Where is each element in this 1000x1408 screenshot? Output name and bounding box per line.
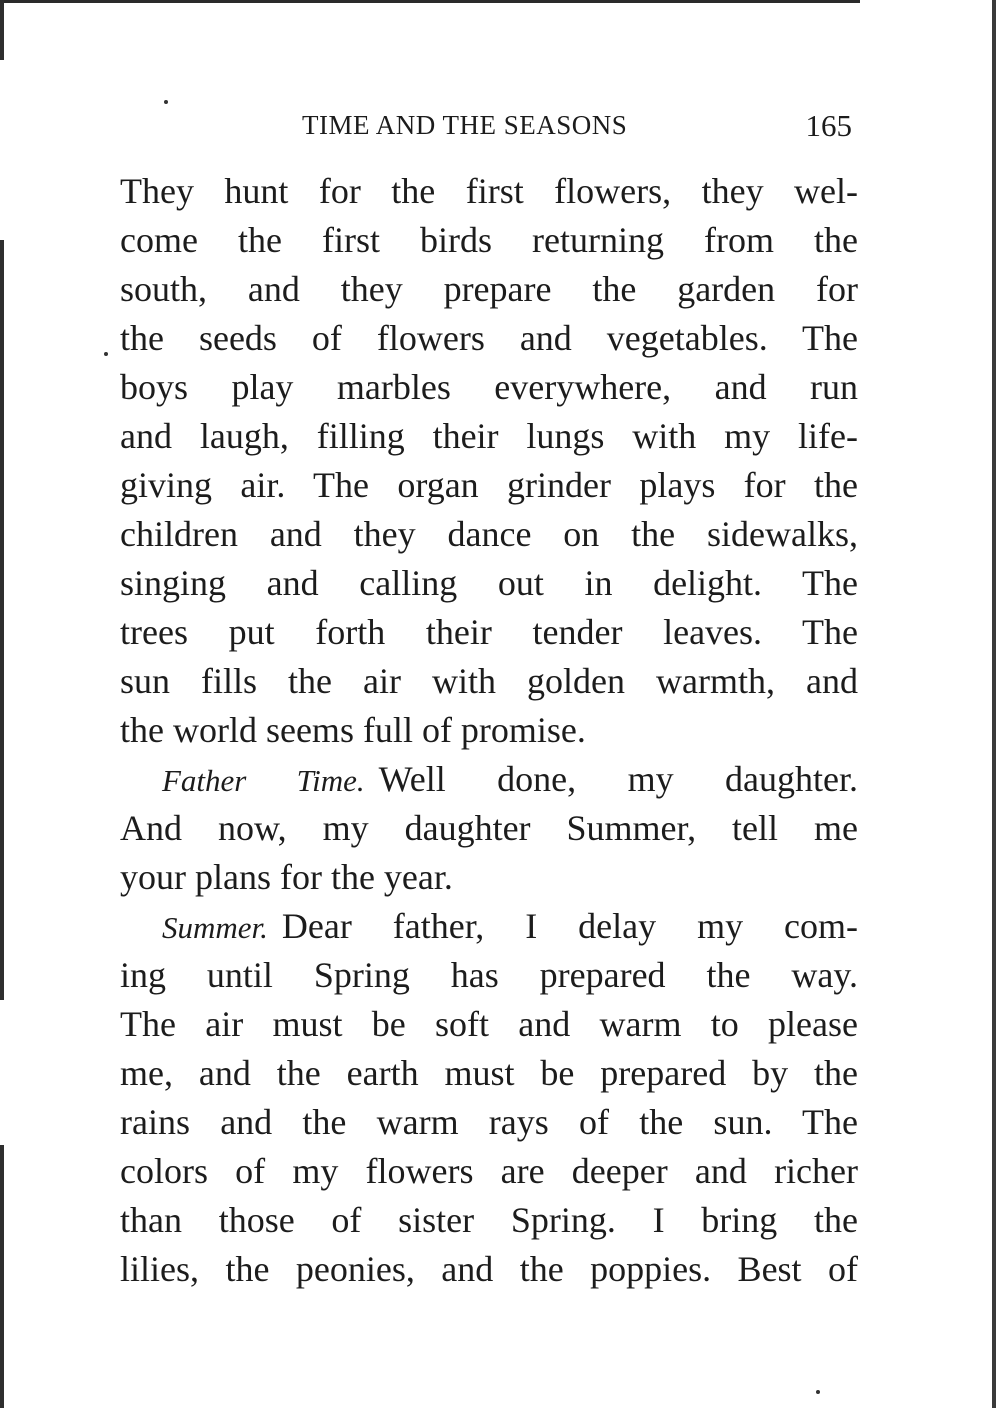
- text-line: ing until Spring has prepared the way.: [120, 955, 858, 995]
- text-line: the seeds of flowers and vegetables. The: [120, 318, 858, 358]
- dialogue-line-summer: [120, 902, 858, 951]
- text-line: rains and the warm rays of the sun. The: [120, 1102, 858, 1142]
- scan-edge-left: [0, 240, 4, 1000]
- text-line: and laugh, filling their lungs with my life-: [120, 416, 858, 456]
- text-line: And now, my daughter Summer, tell me: [120, 808, 858, 848]
- running-head: [120, 110, 860, 150]
- scan-edge-left: [0, 1145, 4, 1408]
- text-line: south, and they prepare the garden for: [120, 269, 858, 309]
- text-line: than those of sister Spring. I bring the: [120, 1200, 858, 1240]
- text-line: singing and calling out in delight. The: [120, 563, 858, 603]
- text-line: sun fills the air with golden warmth, and: [120, 661, 858, 701]
- text-line: trees put forth their tender leaves. The: [120, 612, 858, 652]
- dialogue-text: Dear father, I delay my com-: [281, 906, 858, 946]
- text-line: your plans for the year.: [120, 857, 453, 897]
- speaker-summer: Summer.: [162, 910, 268, 945]
- scan-speck: [164, 100, 168, 104]
- dialogue-text: Well done, my daughter.: [378, 759, 858, 799]
- text-line: me, and the earth must be prepared by the: [120, 1053, 858, 1093]
- scan-edge-left: [0, 0, 4, 60]
- scan-speck: [816, 1390, 820, 1394]
- text-line: children and they dance on the sidewalks,: [120, 514, 858, 554]
- body-text: [120, 167, 858, 1294]
- text-line: giving air. The organ grinder plays for the: [120, 465, 858, 505]
- text-line: the world seems full of promise.: [120, 710, 586, 750]
- speaker-father-time: Father Time.: [162, 763, 365, 798]
- text-line: The air must be soft and warm to please: [120, 1004, 858, 1044]
- running-head-title: TIME AND THE SEASONS: [302, 110, 628, 140]
- page-number: 165: [805, 108, 852, 143]
- text-line: They hunt for the first flowers, they wel-: [120, 171, 858, 211]
- text-line: boys play marbles everywhere, and run: [120, 367, 858, 407]
- text-line: come the first birds returning from the: [120, 220, 858, 260]
- scan-edge-top: [0, 0, 860, 3]
- scan-speck: [104, 352, 108, 356]
- text-line: colors of my flowers are deeper and richer: [120, 1151, 858, 1191]
- dialogue-line-father-time: [120, 755, 858, 804]
- scan-edge-right: [992, 0, 996, 1408]
- text-line: lilies, the peonies, and the poppies. Best of: [120, 1249, 858, 1289]
